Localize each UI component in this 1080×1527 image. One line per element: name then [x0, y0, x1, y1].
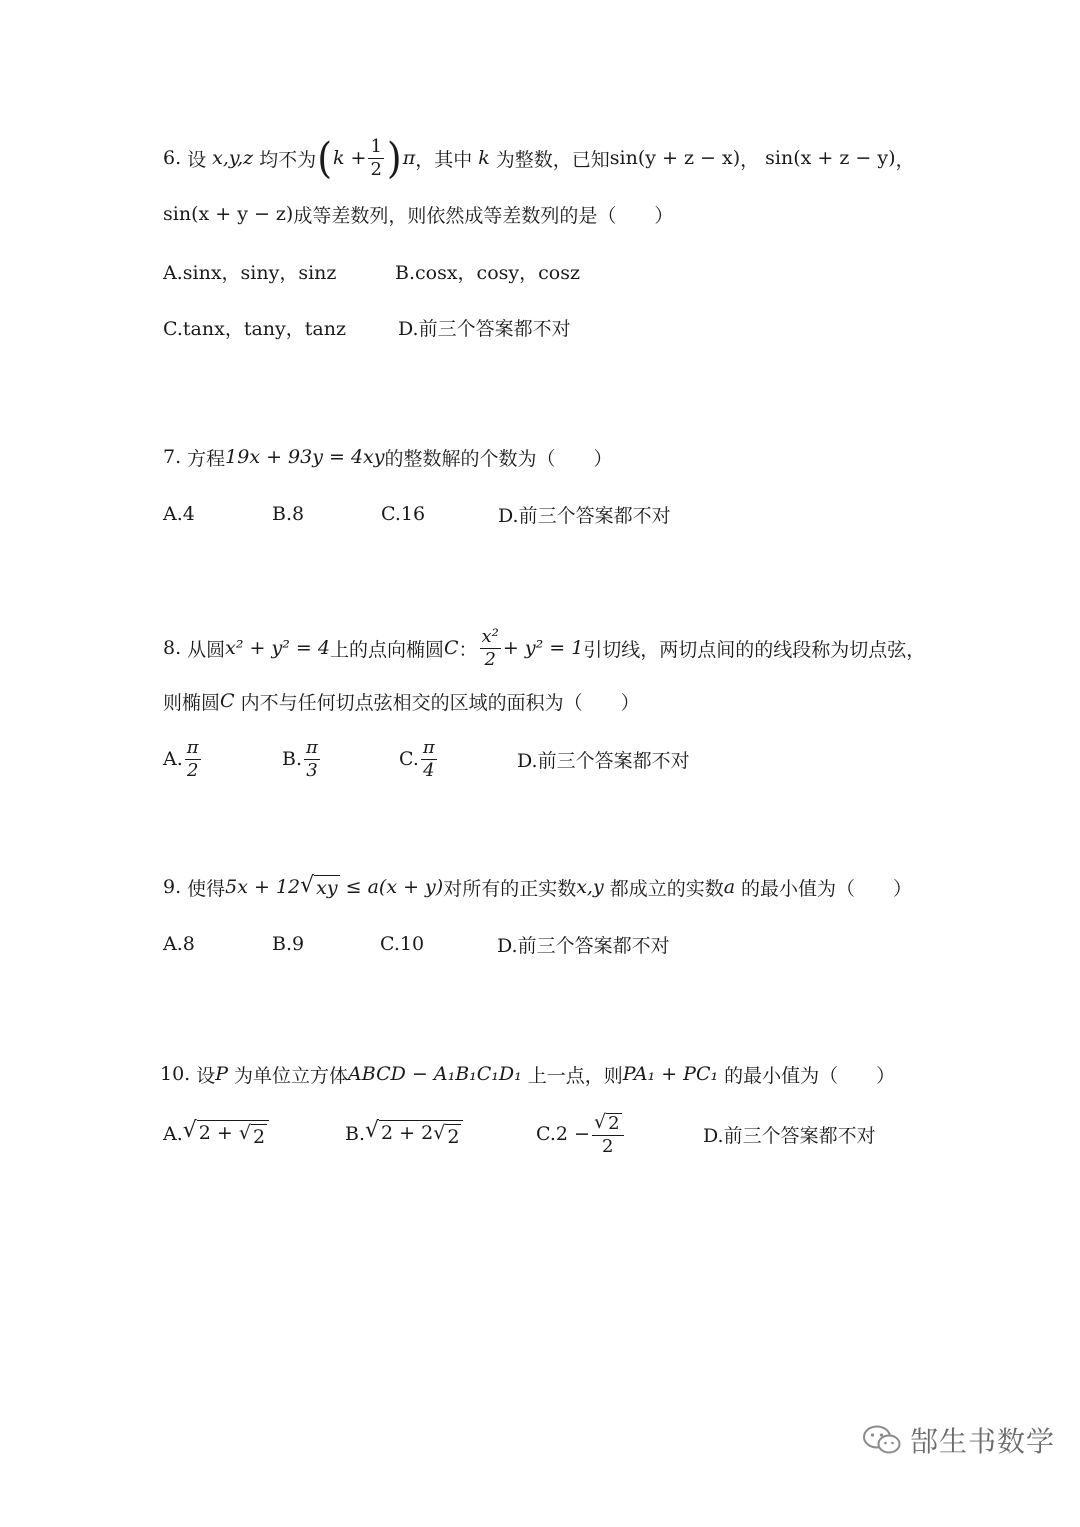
text: 都成立的实数	[609, 877, 724, 900]
option-c[interactable]: C.10	[380, 933, 425, 955]
fraction-sqrt2-over-2	[592, 1110, 624, 1157]
option-prefix: A.	[163, 1123, 183, 1145]
sqrt-outer	[183, 1120, 269, 1148]
math-vars: x,y	[576, 876, 604, 898]
text: 引切线，两切点间的的线段称为切点弦，	[583, 638, 926, 661]
watermark	[862, 1420, 1055, 1460]
option-b[interactable]	[282, 737, 322, 781]
question-number: 9.	[163, 876, 182, 898]
fraction-numerator: x²	[481, 625, 499, 647]
sqrt-body	[197, 1120, 269, 1148]
radical-sign: √	[593, 1110, 607, 1133]
math-var: C	[443, 637, 459, 659]
sqrt-body: 2	[253, 1126, 266, 1148]
text: 的最小值为（ ）	[741, 877, 913, 900]
option-a[interactable]: A.8	[163, 933, 195, 955]
math-var: k	[478, 147, 490, 169]
option-prefix: C.	[399, 748, 419, 770]
text: 成等差数列，则依然成等差数列的是（ ）	[293, 204, 674, 227]
sqrt-body: xy	[316, 877, 338, 899]
question-10-options	[163, 1110, 923, 1158]
fraction-denominator: 3	[306, 759, 318, 781]
option-prefix: A.	[163, 748, 183, 770]
text: 为整数，已知	[495, 148, 610, 171]
text: ：	[458, 638, 478, 661]
option-prefix: B.	[282, 748, 303, 770]
option-b[interactable]: B.8	[272, 503, 305, 525]
sqrt-body: 2	[608, 1112, 620, 1134]
fraction-denominator: 2	[484, 648, 496, 670]
fraction-denominator: 2	[602, 1135, 614, 1157]
fraction	[304, 736, 320, 781]
option-a[interactable]: A.sinx，siny，sinz	[163, 261, 337, 284]
sqrt-inner	[239, 1124, 267, 1148]
question-number: 10.	[160, 1063, 191, 1085]
fraction-half	[368, 135, 383, 180]
radical-sign: √	[300, 873, 315, 898]
math-expr: sin(y + z − x)	[609, 147, 741, 169]
math-expr: PA₁ + PC₁	[622, 1063, 719, 1085]
option-d[interactable]: D.前三个答案都不对	[517, 749, 690, 772]
sqrt-term: 2 +	[198, 1122, 239, 1144]
text: 从圆	[187, 638, 226, 661]
option-d[interactable]: D.前三个答案都不对	[497, 934, 670, 957]
option-b[interactable]: B.9	[272, 933, 305, 955]
radical-sign: √	[365, 1118, 380, 1143]
question-8-line-2	[163, 681, 640, 721]
text: 的最小值为（ ）	[724, 1064, 896, 1087]
math-vars: x,y,z	[212, 147, 254, 169]
sqrt-body	[379, 1120, 463, 1148]
text: 为单位立方体	[234, 1064, 349, 1087]
text: ，	[895, 148, 915, 171]
left-paren: (	[317, 133, 333, 183]
text: 内不与任何切点弦相交的区域的面积为（ ）	[240, 691, 640, 714]
question-7-options	[163, 494, 863, 534]
option-b[interactable]	[345, 1110, 463, 1158]
question-7-line	[163, 437, 613, 477]
question-number: 6.	[163, 147, 182, 169]
option-a[interactable]: A.4	[163, 503, 195, 525]
sqrt-outer	[365, 1120, 463, 1148]
text: ，	[740, 148, 760, 171]
math-op: +	[350, 147, 367, 169]
option-prefix: C.2 −	[536, 1123, 590, 1145]
question-8-options	[163, 737, 863, 781]
sqrt-inner	[433, 1124, 461, 1148]
option-prefix: B.	[345, 1123, 366, 1145]
option-c[interactable]	[536, 1110, 626, 1158]
right-paren: )	[386, 133, 402, 183]
fraction	[185, 736, 201, 781]
text: 方程	[187, 447, 226, 470]
option-a[interactable]	[163, 1110, 269, 1158]
option-a[interactable]	[163, 737, 203, 781]
math-expr: 5x + 12	[225, 876, 301, 898]
text: ，其中	[415, 148, 473, 171]
question-8-line-1	[163, 624, 925, 672]
fraction-numerator	[592, 1110, 624, 1136]
fraction-denominator: 4	[423, 759, 435, 781]
math-expr: sin(x + z − y)	[765, 147, 896, 169]
math-var: k	[333, 147, 345, 169]
option-c[interactable]: C.16	[381, 503, 426, 525]
question-9-options	[163, 924, 863, 964]
text: 设	[196, 1064, 216, 1087]
fraction-numerator: 1	[370, 135, 382, 157]
math-var: C	[220, 690, 235, 712]
math-equation: 19x + 93y = 4xy	[225, 446, 385, 468]
watermark-text: 郜生书数学	[910, 1425, 1056, 1458]
wechat-icon	[862, 1424, 902, 1456]
question-number: 7.	[163, 446, 182, 468]
math-var: P	[215, 1063, 229, 1085]
option-d[interactable]: D.前三个答案都不对	[703, 1124, 876, 1147]
radical-sign: √	[433, 1122, 446, 1144]
fraction-numerator: π	[186, 736, 199, 758]
radical-sign: √	[182, 1118, 197, 1143]
option-d[interactable]: D.前三个答案都不对	[498, 504, 671, 527]
text: 上一点，则	[527, 1064, 623, 1087]
option-c[interactable]	[399, 737, 439, 781]
question-9-line	[163, 867, 912, 907]
question-6-line-2	[163, 194, 673, 234]
option-d[interactable]: D.前三个答案都不对	[398, 317, 571, 340]
text: 使得	[187, 877, 226, 900]
fraction	[421, 736, 437, 781]
sqrt-body: 2	[447, 1126, 460, 1148]
math-pi: π	[402, 147, 416, 169]
math-expr: ≤ a(x + y)	[345, 876, 444, 898]
fraction-x2-over-2	[480, 625, 501, 670]
text: 上的点向椭圆	[329, 638, 444, 661]
text: 对所有的正实数	[443, 877, 577, 900]
question-10-line	[160, 1054, 895, 1094]
option-c[interactable]: C.tanx，tany，tanz	[163, 317, 346, 340]
option-b[interactable]: B.cosx，cosy，cosz	[395, 261, 580, 284]
text: 的整数解的个数为（ ）	[384, 447, 613, 470]
math-var: a	[723, 876, 736, 898]
question-6-options-row-1	[163, 251, 863, 291]
fraction-denominator: 2	[370, 158, 382, 180]
math-cube: ABCD − A₁B₁C₁D₁	[348, 1063, 522, 1085]
math-expr: sin(x + y − z)	[163, 203, 294, 225]
sqrt-xy	[300, 875, 339, 899]
text: 均不为	[259, 148, 317, 171]
fraction-denominator: 2	[186, 759, 199, 781]
question-6-line-1	[163, 133, 915, 183]
question-number: 8.	[163, 637, 182, 659]
text: 设	[187, 148, 207, 171]
sqrt-term: 2 + 2	[381, 1122, 434, 1144]
math-expr: + y² = 1	[502, 637, 584, 659]
text: 则椭圆	[163, 691, 221, 714]
sqrt	[593, 1110, 622, 1134]
question-6-options-row-2	[163, 307, 863, 347]
math-circle: x² + y² = 4	[225, 637, 330, 659]
fraction-numerator: π	[422, 736, 435, 758]
fraction-numerator: π	[306, 736, 318, 758]
radical-sign: √	[238, 1122, 251, 1144]
